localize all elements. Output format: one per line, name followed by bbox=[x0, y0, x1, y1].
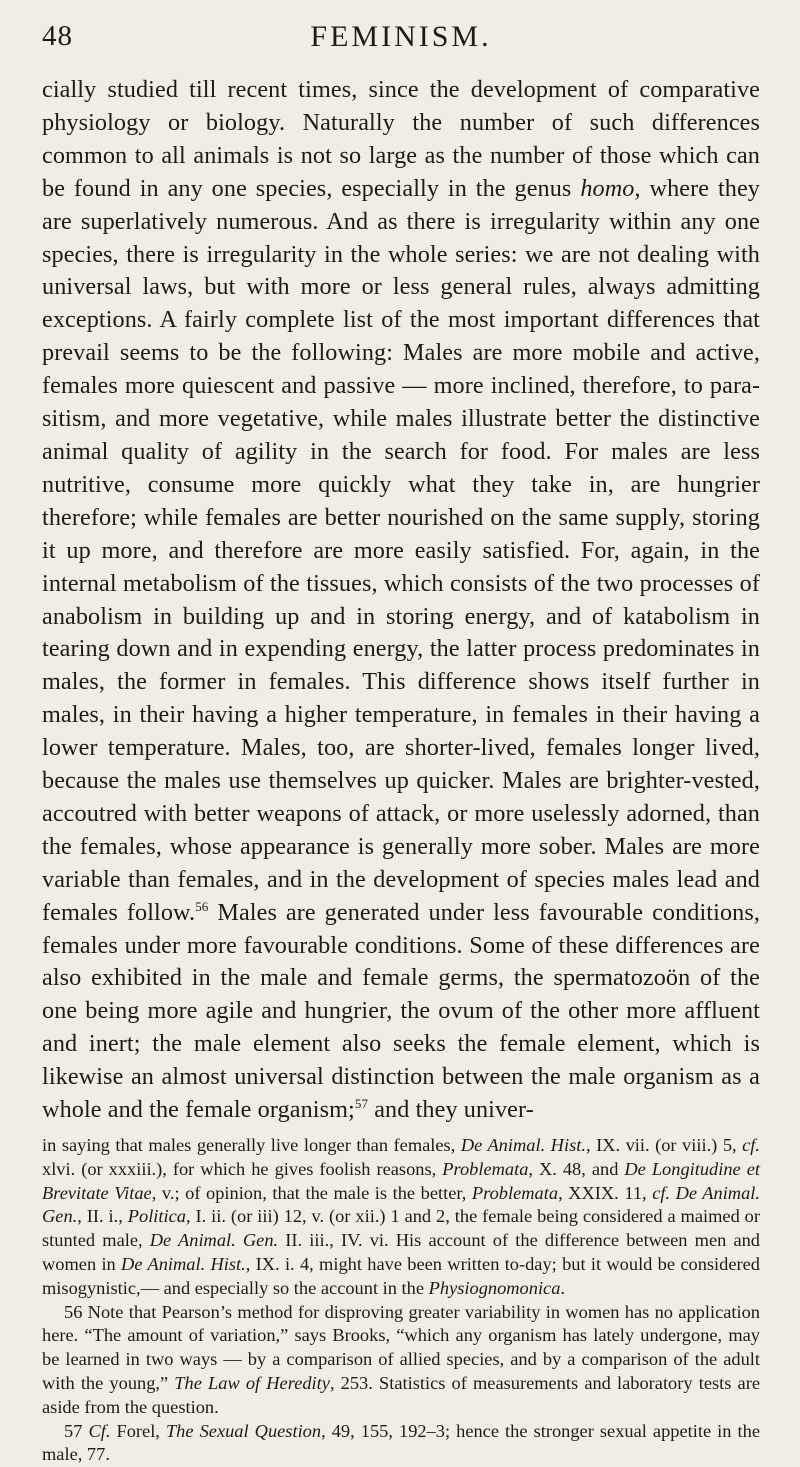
note-text: , I. ii. (or iii) 12, v. (or xii.) 1 and 2, the female being considered a maimed or stunted male, bbox=[42, 1206, 761, 1251]
text-segment: and they univer- bbox=[368, 1096, 534, 1124]
body-paragraph bbox=[42, 74, 760, 1127]
page-number: 48 bbox=[42, 20, 73, 52]
note-italic: De Animal. Hist. bbox=[460, 1135, 586, 1155]
note-italic: cf. bbox=[742, 1135, 760, 1155]
footnote-continued bbox=[42, 1134, 760, 1301]
note-italic: De Animal. Gen. bbox=[149, 1230, 279, 1251]
note-italic: Physiognomonica bbox=[428, 1277, 561, 1298]
note-text: , XXIX. 11, bbox=[558, 1182, 653, 1203]
footnote-57 bbox=[42, 1420, 760, 1467]
note-text: . bbox=[560, 1277, 566, 1298]
italic-term: homo bbox=[580, 174, 635, 202]
footnote-ref-56: 56 bbox=[195, 898, 209, 914]
footnote-56 bbox=[42, 1301, 760, 1420]
note-text: Forel, bbox=[110, 1420, 166, 1441]
note-italic: The Law of Heredity bbox=[174, 1372, 330, 1393]
note-italic: Politica bbox=[127, 1206, 186, 1227]
page-header bbox=[42, 18, 760, 60]
note-text: , IX. vii. (or viii.) 5, bbox=[585, 1135, 743, 1155]
note-text: , X. 48, and bbox=[528, 1158, 625, 1179]
note-text: 56 Note that Pearson’s method for disproving greater variability in women has no application here. “The amount of variation,” says Brooks, “which any organism has lately undergone, may be learned in two ways — by a comparison of allied species, and by a comparison of the adult with the young,” bbox=[42, 1301, 760, 1393]
text-segment: , where they are superlatively numerous. And as there is irregularity within any one species, there is irregularity in the whole series: we are not dealing with universal laws, but with more or less general rules, always admitting exceptions. A fairly complete list of the most important differences that prevail seems to be the following: Males are more mobile and active, females more quiescent and passive — more inclined, therefore, to parasitism, and more vegetative, while males illustrate better the distinctive animal quality of agility in the search for food. For males are less nutritive, consume more quickly what they take in, are hungrier therefore; while females are better nourished on the same supply, storing it up more, and therefore are more easily satisfied. For, again, in the internal metabolism of the tissues, which consists of the two processes of anabolism in building up and in storing energy, and of katabolism in tearing down and in expending energy, the latter process predominates in males, the former in females. This difference shows itself further in males, in their having a higher temperature, in females in their having a lower temperature. Males, too, are shorter-lived, females longer lived, because the males use themselves up quicker. Males are brighter-vested, accoutred with better weapons of attack, or more uselessly adorned, than the females, whose appearance is generally more sober. Males are more variable than females, and in the development of species males lead and females follow. bbox=[42, 174, 761, 926]
note-text: , II. i., bbox=[77, 1206, 128, 1227]
note-italic: Cf. bbox=[88, 1420, 111, 1441]
note-italic: De Longitudine et Brevitate Vitae bbox=[42, 1158, 760, 1203]
text-segment: Males are generated under less favourable conditions, females under more favourable conditions. Some of these differences are also exhibited in the male and female germs, the spermatozoön of the one being more agile and hungrier, the ovum of the other more affluent and inert; the male element also seeks the female element, which is likewise an almost universal distinction between the male organism as a whole and the female organism; bbox=[42, 898, 760, 1124]
note-text: , IX. i. 4, might have been written to-day; but it would be considered misogynistic,— and especially so the account in the bbox=[42, 1253, 760, 1298]
note-italic: cf. De Animal. Gen. bbox=[42, 1182, 760, 1227]
note-italic: Problemata bbox=[442, 1158, 529, 1179]
footnote-ref-57: 57 bbox=[354, 1096, 369, 1112]
text-segment: cially studied till recent times, since the development of comparative physiology or biology. Naturally the number of such differences common to all animals is not so large as the number of those which can be found in any one species, especially in the genus bbox=[42, 76, 760, 202]
note-text: , 253. Statistics of measurements and laboratory tests are aside from the question. bbox=[42, 1372, 760, 1417]
note-text: xlvi. (or xxxiii.), for which he gives foolish reasons, bbox=[42, 1158, 443, 1179]
note-text: , 49, 155, 192–3; hence the stronger sexual appetite in the male, 77. bbox=[42, 1420, 760, 1465]
note-text: 57 bbox=[64, 1420, 89, 1441]
footnotes bbox=[42, 1134, 760, 1467]
running-head: FEMINISM. bbox=[310, 20, 492, 53]
note-italic: Problemata bbox=[471, 1182, 559, 1203]
note-italic: De Animal. Hist. bbox=[121, 1253, 246, 1274]
note-italic: The Sexual Question bbox=[165, 1420, 322, 1441]
note-text: in saying that males generally live longer than females, bbox=[42, 1135, 461, 1155]
note-text: , v.; of opinion, that the male is the better, bbox=[151, 1182, 472, 1203]
note-text: II. iii., IV. vi. His account of the difference between men and women in bbox=[42, 1230, 760, 1274]
